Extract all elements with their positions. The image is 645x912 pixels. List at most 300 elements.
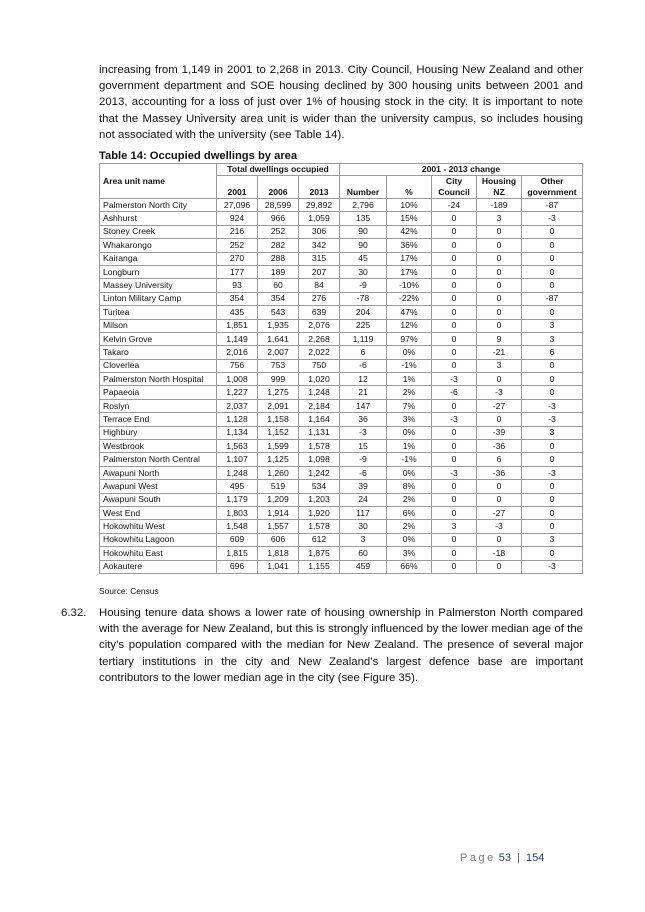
cell-change-percent: 2% [387,386,432,399]
cell-area: Aokautere [100,560,217,573]
cell-dwellings-2013: 2,022 [299,346,340,359]
cell-dwellings-2013: 2,268 [299,332,340,345]
table-row [100,399,583,412]
cell-change-percent: 7% [387,399,432,412]
table-row [100,453,583,466]
cell-dwellings-2006: 753 [258,359,299,372]
cell-change-other-government: -3 [522,560,583,573]
cell-change-city-council: 0 [432,426,477,439]
cell-change-city-council: 0 [432,279,477,292]
cell-change-city-council: -6 [432,386,477,399]
cell-change-housing-nz: -36 [477,466,522,479]
cell-change-other-government: -3 [522,413,583,426]
table-row [100,319,583,332]
cell-change-number: -3 [340,426,387,439]
city-council-header-line1: City [445,176,463,186]
current-page-number: 53 [498,852,512,864]
cell-change-number: -6 [340,359,387,372]
cell-dwellings-2013: 1,578 [299,440,340,453]
year-2006-header: 2006 [258,176,299,199]
cell-change-housing-nz: -18 [477,547,522,560]
table-body [100,199,583,574]
cell-change-percent: -10% [387,279,432,292]
cell-change-number: 117 [340,506,387,519]
cell-change-percent: 36% [387,239,432,252]
cell-change-city-council: -3 [432,373,477,386]
cell-change-other-government: 0 [522,373,583,386]
cell-change-housing-nz: 0 [477,493,522,506]
table-row [100,547,583,560]
cell-change-city-council: 0 [432,212,477,225]
cell-area: Awapuni South [100,493,217,506]
table-row [100,279,583,292]
cell-change-city-council: 0 [432,440,477,453]
cell-change-housing-nz: -36 [477,440,522,453]
cell-change-percent: 10% [387,199,432,212]
cell-change-housing-nz: -39 [477,426,522,439]
cell-dwellings-2006: 2,091 [258,399,299,412]
table-caption: Table 14: Occupied dwellings by area [99,150,298,162]
cell-dwellings-2001: 216 [217,225,258,238]
cell-area: Stoney Creek [100,225,217,238]
table-row [100,332,583,345]
city-council-header-line2: Council [438,187,470,197]
cell-change-housing-nz: 0 [477,533,522,546]
cell-dwellings-2001: 1,548 [217,520,258,533]
cell-change-other-government: 0 [522,386,583,399]
table-row [100,440,583,453]
cell-change-other-government: 3 [522,533,583,546]
cell-change-housing-nz: 0 [477,292,522,305]
cell-change-city-council: 0 [432,332,477,345]
cell-change-percent: 2% [387,493,432,506]
total-dwellings-header: Total dwellings occupied [217,164,340,176]
page-word: Page [460,852,496,864]
cell-change-number: 6 [340,346,387,359]
cell-change-number: 1,119 [340,332,387,345]
cell-change-number: 459 [340,560,387,573]
cell-dwellings-2001: 1,128 [217,413,258,426]
cell-change-number: -6 [340,466,387,479]
cell-change-housing-nz: 0 [477,413,522,426]
page-footer [460,852,544,864]
cell-area: Roslyn [100,399,217,412]
cell-area: Palmerston North Central [100,453,217,466]
change-header: 2001 - 2013 change [340,164,583,176]
cell-dwellings-2006: 1,041 [258,560,299,573]
cell-change-number: -9 [340,279,387,292]
cell-area: Hokowhitu East [100,547,217,560]
number-header: Number [340,176,387,199]
table-row [100,493,583,506]
cell-change-housing-nz: -27 [477,399,522,412]
cell-change-percent: 6% [387,506,432,519]
cell-dwellings-2001: 1,008 [217,373,258,386]
cell-change-percent: 3% [387,547,432,560]
cell-area: Linton Military Camp [100,292,217,305]
cell-dwellings-2006: 1,935 [258,319,299,332]
cell-change-percent: 3% [387,413,432,426]
cell-dwellings-2001: 435 [217,306,258,319]
cell-change-other-government: -87 [522,292,583,305]
section-number: 6.32. [61,607,87,619]
cell-change-percent: 0% [387,426,432,439]
cell-change-number: 30 [340,265,387,278]
cell-area: Whakarongo [100,239,217,252]
cell-change-housing-nz: 0 [477,279,522,292]
cell-dwellings-2006: 288 [258,252,299,265]
cell-dwellings-2006: 1,557 [258,520,299,533]
cell-dwellings-2001: 2,037 [217,399,258,412]
cell-dwellings-2013: 1,875 [299,547,340,560]
cell-dwellings-2013: 207 [299,265,340,278]
cell-area: West End [100,506,217,519]
housing-nz-header-line1: Housing [481,176,517,186]
cell-dwellings-2006: 354 [258,292,299,305]
cell-dwellings-2013: 612 [299,533,340,546]
cell-change-number: 36 [340,413,387,426]
cell-change-city-council: -3 [432,466,477,479]
cell-change-number: 225 [340,319,387,332]
cell-change-percent: 66% [387,560,432,573]
table-row [100,239,583,252]
cell-change-city-council: 0 [432,493,477,506]
cell-change-city-council: 0 [432,346,477,359]
cell-area: Palmerston North City [100,199,217,212]
cell-change-city-council: 0 [432,560,477,573]
cell-dwellings-2013: 1,203 [299,493,340,506]
cell-change-other-government: 0 [522,239,583,252]
cell-dwellings-2006: 999 [258,373,299,386]
cell-change-city-council: 0 [432,252,477,265]
table-row [100,212,583,225]
cell-dwellings-2013: 84 [299,279,340,292]
cell-dwellings-2006: 1,209 [258,493,299,506]
cell-dwellings-2006: 1,818 [258,547,299,560]
cell-dwellings-2006: 1,260 [258,466,299,479]
other-government-header [522,176,583,199]
table-row [100,426,583,439]
table-row [100,533,583,546]
cell-change-number: -78 [340,292,387,305]
cell-dwellings-2006: 1,125 [258,453,299,466]
cell-change-city-council: 0 [432,292,477,305]
table-row [100,265,583,278]
cell-change-city-council: 0 [432,239,477,252]
total-pages: 154 [526,852,545,864]
table-row [100,520,583,533]
table-row [100,506,583,519]
cell-dwellings-2013: 306 [299,225,340,238]
cell-area: Papaeoia [100,386,217,399]
table-row [100,292,583,305]
table-source: Source: Census [99,586,159,596]
occupied-dwellings-table [99,163,583,574]
cell-change-percent: 17% [387,252,432,265]
cell-change-housing-nz: 6 [477,453,522,466]
cell-change-city-council: 0 [432,506,477,519]
cell-dwellings-2001: 609 [217,533,258,546]
cell-change-city-council: 0 [432,306,477,319]
cell-change-number: 3 [340,533,387,546]
cell-change-other-government: 6 [522,346,583,359]
cell-change-percent: 42% [387,225,432,238]
cell-dwellings-2006: 60 [258,279,299,292]
cell-dwellings-2013: 2,184 [299,399,340,412]
cell-dwellings-2013: 534 [299,480,340,493]
cell-dwellings-2006: 1,275 [258,386,299,399]
cell-change-city-council: 0 [432,547,477,560]
cell-dwellings-2001: 1,107 [217,453,258,466]
intro-paragraph: increasing from 1,149 in 2001 to 2,268 in 2013. City Council, Housing New Zealand and other government department and SOE housing declined by 300 housing units between 2001 and 2013, accounting for a loss of just over 1% of housing stock in the city. It is important to note that the Massey University area unit is wider than the university campus, so includes housing not associated with the university (see Table 14). [99,64,583,141]
cell-change-city-council: 0 [432,265,477,278]
cell-dwellings-2001: 495 [217,480,258,493]
table-row [100,466,583,479]
cell-change-number: 204 [340,306,387,319]
cell-area: Massey University [100,279,217,292]
cell-area: Kairanga [100,252,217,265]
cell-change-number: 147 [340,399,387,412]
cell-change-percent: 0% [387,346,432,359]
cell-change-other-government: 0 [522,493,583,506]
cell-change-city-council: 0 [432,533,477,546]
cell-change-number: 30 [340,520,387,533]
cell-area: Takaro [100,346,217,359]
cell-dwellings-2013: 639 [299,306,340,319]
cell-area: Milson [100,319,217,332]
cell-change-percent: -1% [387,453,432,466]
cell-change-housing-nz: 0 [477,306,522,319]
cell-dwellings-2001: 252 [217,239,258,252]
cell-area: Turitea [100,306,217,319]
cell-change-percent: 2% [387,520,432,533]
cell-dwellings-2001: 1,227 [217,386,258,399]
cell-change-percent: 12% [387,319,432,332]
cell-change-housing-nz: 3 [477,212,522,225]
table-row [100,346,583,359]
cell-change-city-council: 0 [432,319,477,332]
cell-dwellings-2006: 189 [258,265,299,278]
cell-change-other-government: 0 [522,252,583,265]
cell-dwellings-2013: 29,892 [299,199,340,212]
cell-change-percent: -22% [387,292,432,305]
cell-area: Westbrook [100,440,217,453]
cell-dwellings-2006: 519 [258,480,299,493]
cell-change-housing-nz: -21 [477,346,522,359]
cell-dwellings-2013: 1,578 [299,520,340,533]
cell-change-housing-nz: 0 [477,480,522,493]
cell-dwellings-2006: 966 [258,212,299,225]
cell-area: Awapuni West [100,480,217,493]
cell-dwellings-2013: 1,020 [299,373,340,386]
area-unit-header: Area unit name [100,164,217,199]
cell-change-number: 90 [340,225,387,238]
cell-change-number: 15 [340,440,387,453]
cell-dwellings-2013: 750 [299,359,340,372]
table-row [100,413,583,426]
table-row [100,306,583,319]
cell-change-percent: 8% [387,480,432,493]
cell-change-housing-nz: -3 [477,520,522,533]
cell-change-housing-nz: 0 [477,265,522,278]
cell-change-other-government: 3 [522,319,583,332]
page-separator: | [517,852,520,864]
cell-change-housing-nz: 0 [477,319,522,332]
cell-change-housing-nz: 0 [477,560,522,573]
cell-change-city-council: 0 [432,399,477,412]
cell-change-other-government: 0 [522,547,583,560]
percent-header: % [387,176,432,199]
cell-dwellings-2006: 28,599 [258,199,299,212]
cell-change-city-council: 0 [432,359,477,372]
table-row [100,480,583,493]
cell-change-other-government: 0 [522,306,583,319]
other-government-header-line1: Other [540,176,564,186]
cell-change-other-government: -3 [522,399,583,412]
cell-change-housing-nz: 9 [477,332,522,345]
cell-dwellings-2013: 1,920 [299,506,340,519]
cell-change-percent: 1% [387,373,432,386]
cell-change-city-council: 0 [432,453,477,466]
cell-change-housing-nz: 0 [477,373,522,386]
cell-change-other-government: -3 [522,212,583,225]
cell-change-percent: 0% [387,533,432,546]
cell-dwellings-2001: 177 [217,265,258,278]
cell-change-percent: 0% [387,466,432,479]
cell-change-other-government: -3 [522,466,583,479]
cell-dwellings-2001: 1,563 [217,440,258,453]
cell-change-percent: -1% [387,359,432,372]
cell-change-number: 21 [340,386,387,399]
cell-area: Awapuni North [100,466,217,479]
cell-area: Longburn [100,265,217,278]
cell-dwellings-2006: 1,599 [258,440,299,453]
cell-change-number: -9 [340,453,387,466]
cell-change-other-government: 0 [522,506,583,519]
cell-dwellings-2006: 1,641 [258,332,299,345]
cell-dwellings-2006: 2,007 [258,346,299,359]
cell-change-other-government: 3 [522,332,583,345]
cell-dwellings-2013: 1,164 [299,413,340,426]
cell-change-other-government: 0 [522,359,583,372]
cell-change-city-council: -24 [432,199,477,212]
cell-change-number: 135 [340,212,387,225]
cell-dwellings-2013: 315 [299,252,340,265]
cell-dwellings-2013: 1,131 [299,426,340,439]
cell-change-number: 60 [340,547,387,560]
cell-dwellings-2006: 1,152 [258,426,299,439]
table-row [100,199,583,212]
other-government-header-line2: government [527,187,577,197]
cell-area: Hokowhitu West [100,520,217,533]
cell-change-other-government: 0 [522,520,583,533]
cell-dwellings-2001: 1,815 [217,547,258,560]
cell-change-number: 2,796 [340,199,387,212]
cell-dwellings-2001: 270 [217,252,258,265]
cell-change-other-government: 0 [522,279,583,292]
cell-change-percent: 15% [387,212,432,225]
cell-change-housing-nz: -189 [477,199,522,212]
cell-dwellings-2001: 1,851 [217,319,258,332]
cell-change-number: 39 [340,480,387,493]
cell-change-percent: 1% [387,440,432,453]
cell-change-housing-nz: -3 [477,386,522,399]
year-2001-header: 2001 [217,176,258,199]
table-row [100,373,583,386]
cell-dwellings-2006: 1,158 [258,413,299,426]
cell-change-housing-nz: 0 [477,225,522,238]
cell-dwellings-2013: 1,155 [299,560,340,573]
cell-dwellings-2006: 1,914 [258,506,299,519]
cell-change-other-government: -87 [522,199,583,212]
cell-area: Kelvin Grove [100,332,217,345]
cell-change-housing-nz: 0 [477,239,522,252]
cell-dwellings-2001: 1,149 [217,332,258,345]
cell-change-percent: 17% [387,265,432,278]
cell-change-city-council: 0 [432,480,477,493]
cell-dwellings-2013: 1,242 [299,466,340,479]
cell-change-number: 45 [340,252,387,265]
cell-dwellings-2001: 27,096 [217,199,258,212]
cell-change-city-council: 3 [432,520,477,533]
cell-change-number: 90 [340,239,387,252]
section-text: Housing tenure data shows a lower rate of housing ownership in Palmerston North compared with the average for New Zealand, but this is strongly influenced by the lower median age of the city’s population compared with the median for New Zealand. The presence of several major tertiary institutions in the city and New Zealand’s largest defence base are important contributors to the lower median age in the city (see Figure 35). [99,607,583,684]
cell-area: Ashhurst [100,212,217,225]
cell-change-number: 12 [340,373,387,386]
cell-dwellings-2001: 924 [217,212,258,225]
cell-change-other-government: 0 [522,453,583,466]
cell-dwellings-2013: 342 [299,239,340,252]
cell-dwellings-2013: 2,076 [299,319,340,332]
cell-change-other-government: 0 [522,480,583,493]
cell-dwellings-2013: 276 [299,292,340,305]
cell-change-other-government: 3 [522,426,583,439]
table-row [100,225,583,238]
cell-dwellings-2001: 756 [217,359,258,372]
cell-area: Highbury [100,426,217,439]
housing-nz-header-line2: NZ [493,187,505,197]
cell-change-housing-nz: -27 [477,506,522,519]
cell-area: Cloverlea [100,359,217,372]
housing-nz-header [477,176,522,199]
cell-change-percent: 97% [387,332,432,345]
table-row [100,252,583,265]
cell-dwellings-2001: 1,803 [217,506,258,519]
cell-change-housing-nz: 3 [477,359,522,372]
cell-dwellings-2001: 93 [217,279,258,292]
table-row [100,560,583,573]
cell-change-city-council: -3 [432,413,477,426]
cell-dwellings-2001: 1,248 [217,466,258,479]
cell-dwellings-2001: 696 [217,560,258,573]
cell-change-other-government: 0 [522,265,583,278]
city-council-header [432,176,477,199]
year-2013-header: 2013 [299,176,340,199]
cell-area: Palmerston North Hospital [100,373,217,386]
cell-dwellings-2001: 1,134 [217,426,258,439]
cell-dwellings-2006: 282 [258,239,299,252]
cell-dwellings-2001: 354 [217,292,258,305]
cell-area: Terrace End [100,413,217,426]
cell-dwellings-2001: 1,179 [217,493,258,506]
cell-change-other-government: 0 [522,225,583,238]
cell-dwellings-2006: 252 [258,225,299,238]
cell-change-city-council: 0 [432,225,477,238]
cell-dwellings-2006: 606 [258,533,299,546]
table-row [100,359,583,372]
cell-dwellings-2013: 1,059 [299,212,340,225]
cell-area: Hokowhitu Lagoon [100,533,217,546]
